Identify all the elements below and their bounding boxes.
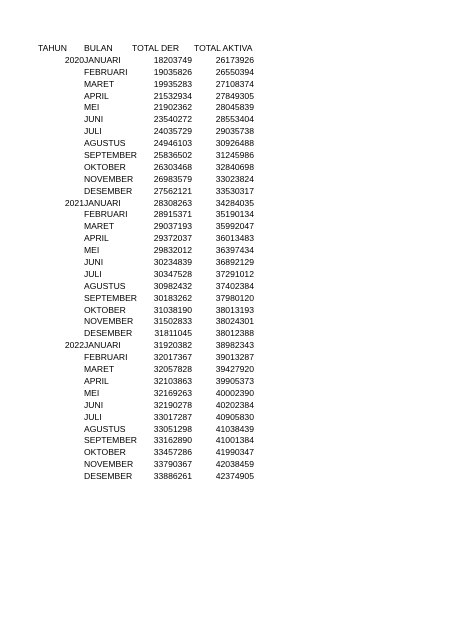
cell-total-der[interactable]: 33162890 (153, 435, 192, 446)
cell-bulan[interactable]: MEI (84, 102, 100, 113)
cell-total-der[interactable]: 32057828 (153, 364, 192, 375)
cell-bulan[interactable]: FEBRUARI (84, 352, 128, 363)
cell-total-der[interactable]: 31811045 (154, 328, 192, 339)
cell-bulan[interactable]: FEBRUARI (84, 209, 128, 220)
header-total-aktiva[interactable]: TOTAL AKTIVA (194, 43, 253, 53)
cell-tahun[interactable]: 2022 (64, 340, 84, 351)
cell-total-der[interactable]: 32017367 (153, 352, 192, 363)
cell-bulan[interactable]: DESEMBER (84, 185, 133, 196)
cell-bulan[interactable]: APRIL (84, 90, 109, 101)
cell-total-aktiva[interactable]: 38982343 (215, 340, 254, 351)
cell-bulan[interactable]: OKTOBER (84, 161, 126, 172)
cell-total-aktiva[interactable]: 41001384 (215, 435, 254, 446)
cell-total-aktiva[interactable]: 26550394 (215, 66, 254, 77)
cell-total-der[interactable]: 27562121 (153, 185, 192, 196)
cell-bulan[interactable]: MARET (84, 78, 115, 89)
cell-total-der[interactable]: 33017287 (153, 411, 192, 422)
cell-total-aktiva[interactable]: 40002390 (215, 387, 254, 398)
cell-total-aktiva[interactable]: 37291012 (215, 268, 254, 279)
cell-total-aktiva[interactable]: 35190134 (215, 209, 254, 220)
cell-total-aktiva[interactable]: 36013483 (215, 233, 254, 244)
cell-total-aktiva[interactable]: 32840698 (215, 161, 254, 172)
cell-tahun[interactable]: 2021 (64, 197, 84, 208)
cell-total-aktiva[interactable]: 27849305 (215, 90, 254, 101)
cell-bulan[interactable]: AGUSTUS (84, 280, 126, 291)
cell-total-der[interactable]: 18203749 (153, 54, 192, 65)
cell-total-aktiva[interactable]: 37980120 (215, 292, 254, 303)
cell-total-der[interactable]: 30347528 (153, 268, 192, 279)
cell-total-der[interactable]: 31502833 (153, 316, 192, 327)
cell-bulan[interactable]: APRIL (84, 375, 109, 386)
cell-total-der[interactable]: 21532934 (153, 90, 192, 101)
cell-bulan[interactable]: AGUSTUS (84, 423, 126, 434)
cell-total-der[interactable]: 32190278 (153, 399, 192, 410)
cell-bulan[interactable]: JUNI (84, 257, 104, 268)
cell-total-der[interactable]: 32169263 (153, 387, 192, 398)
cell-bulan[interactable]: MARET (84, 221, 115, 232)
cell-total-aktiva[interactable]: 26173926 (215, 54, 254, 65)
cell-total-aktiva[interactable]: 33023824 (215, 173, 254, 184)
cell-total-aktiva[interactable]: 29035738 (215, 126, 254, 137)
header-tahun[interactable]: TAHUN (38, 43, 67, 53)
cell-total-aktiva[interactable]: 40202384 (215, 399, 254, 410)
cell-total-der[interactable]: 24946103 (153, 138, 192, 149)
cell-total-aktiva[interactable]: 28045839 (215, 102, 254, 113)
cell-total-der[interactable]: 30982432 (153, 280, 192, 291)
cell-bulan[interactable]: DESEMBER (84, 471, 133, 482)
cell-total-der[interactable]: 21902362 (153, 102, 192, 113)
cell-total-der[interactable]: 33457286 (153, 447, 192, 458)
cell-tahun[interactable]: 2020 (64, 54, 84, 65)
header-total-der[interactable]: TOTAL DER (132, 43, 180, 53)
cell-total-aktiva[interactable]: 33530317 (215, 185, 254, 196)
cell-total-der[interactable]: 30183262 (153, 292, 192, 303)
cell-total-aktiva[interactable]: 40905830 (215, 411, 254, 422)
cell-total-der[interactable]: 33790367 (153, 459, 192, 470)
cell-total-aktiva[interactable]: 39905373 (215, 375, 254, 386)
cell-total-der[interactable]: 26983579 (153, 173, 192, 184)
cell-total-aktiva[interactable]: 41990347 (215, 447, 254, 458)
cell-total-aktiva[interactable]: 36892129 (215, 257, 254, 268)
header-bulan[interactable]: BULAN (84, 43, 113, 53)
cell-total-der[interactable]: 24035729 (153, 126, 192, 137)
cell-total-aktiva[interactable]: 42038459 (215, 459, 254, 470)
cell-bulan[interactable]: NOVEMBER (84, 459, 134, 470)
cell-total-der[interactable]: 31038190 (153, 304, 192, 315)
cell-total-aktiva[interactable]: 37402384 (215, 280, 254, 291)
cell-total-der[interactable]: 23540272 (153, 114, 192, 125)
cell-bulan[interactable]: JANUARI (84, 54, 121, 65)
cell-total-aktiva[interactable]: 41038439 (215, 423, 254, 434)
cell-bulan[interactable]: AGUSTUS (84, 138, 126, 149)
cell-total-der[interactable]: 31920382 (153, 340, 192, 351)
cell-total-aktiva[interactable]: 34284035 (215, 197, 254, 208)
cell-total-der[interactable]: 29037193 (153, 221, 192, 232)
cell-bulan[interactable]: DESEMBER (84, 328, 133, 339)
cell-bulan[interactable]: OKTOBER (84, 304, 126, 315)
cell-total-aktiva[interactable]: 38012388 (215, 328, 254, 339)
cell-bulan[interactable]: JANUARI (84, 197, 121, 208)
cell-total-aktiva[interactable]: 36397434 (215, 245, 254, 256)
cell-bulan[interactable]: JANUARI (84, 340, 121, 351)
cell-total-der[interactable]: 33886261 (153, 471, 192, 482)
cell-total-aktiva[interactable]: 39013287 (215, 352, 254, 363)
cell-bulan[interactable]: MEI (84, 387, 100, 398)
cell-bulan[interactable]: MARET (84, 364, 115, 375)
cell-total-aktiva[interactable]: 38024301 (215, 316, 254, 327)
cell-bulan[interactable]: JUNI (84, 399, 104, 410)
cell-bulan[interactable]: SEPTEMBER (84, 292, 138, 303)
cell-total-aktiva[interactable]: 35992047 (215, 221, 254, 232)
cell-total-der[interactable]: 25836502 (153, 150, 192, 161)
cell-bulan[interactable]: JULI (84, 411, 102, 422)
cell-total-aktiva[interactable]: 42374905 (215, 471, 254, 482)
cell-total-aktiva[interactable]: 27108374 (215, 78, 254, 89)
cell-bulan[interactable]: JULI (84, 268, 102, 279)
cell-total-der[interactable]: 26303468 (153, 161, 192, 172)
cell-bulan[interactable]: OKTOBER (84, 447, 126, 458)
cell-bulan[interactable]: SEPTEMBER (84, 150, 138, 161)
cell-bulan[interactable]: MEI (84, 245, 100, 256)
cell-total-der[interactable]: 28915371 (153, 209, 192, 220)
cell-bulan[interactable]: APRIL (84, 233, 109, 244)
cell-total-der[interactable]: 19935283 (153, 78, 192, 89)
cell-total-der[interactable]: 28308263 (153, 197, 192, 208)
cell-bulan[interactable]: SEPTEMBER (84, 435, 138, 446)
cell-total-der[interactable]: 19035826 (153, 66, 192, 77)
cell-total-aktiva[interactable]: 31245986 (215, 150, 254, 161)
cell-total-aktiva[interactable]: 38013193 (215, 304, 254, 315)
cell-total-der[interactable]: 30234839 (153, 257, 192, 268)
cell-bulan[interactable]: NOVEMBER (84, 173, 134, 184)
cell-bulan[interactable]: JUNI (84, 114, 104, 125)
cell-total-aktiva[interactable]: 30926488 (215, 138, 254, 149)
cell-total-der[interactable]: 29832012 (153, 245, 192, 256)
cell-bulan[interactable]: JULI (84, 126, 102, 137)
cell-total-aktiva[interactable]: 28553404 (215, 114, 254, 125)
cell-bulan[interactable]: FEBRUARI (84, 66, 128, 77)
cell-bulan[interactable]: NOVEMBER (84, 316, 134, 327)
cell-total-der[interactable]: 33051298 (153, 423, 192, 434)
cell-total-der[interactable]: 32103863 (153, 375, 192, 386)
cell-total-der[interactable]: 29372037 (153, 233, 192, 244)
cell-total-aktiva[interactable]: 39427920 (215, 364, 254, 375)
